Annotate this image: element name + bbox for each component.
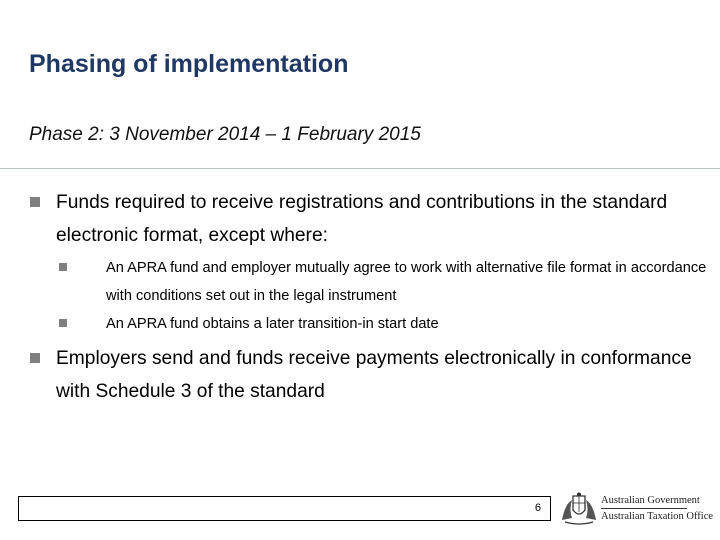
sub-bullet-item	[29, 254, 709, 310]
sub-bullet-item	[29, 310, 709, 338]
footer-bar	[18, 496, 551, 521]
sub-bullet-text: An APRA fund obtains a later transition-in start date	[106, 316, 439, 332]
bullet-text: Funds required to receive registrations and contributions in the standard electronic format, except where:	[56, 192, 668, 246]
slide-title: Phasing of implementation	[29, 50, 349, 78]
bullet-square-icon	[30, 197, 40, 207]
bullet-square-icon	[30, 353, 40, 363]
slide-subtitle: Phase 2: 3 November 2014 – 1 February 2015	[29, 124, 421, 145]
sub-bullet-text: An APRA fund and employer mutually agree to work with alternative file format in accordance with conditions set out in the legal instrument	[106, 260, 707, 304]
title-divider	[0, 168, 720, 169]
logo-line-1: Australian Government	[601, 495, 700, 506]
bullet-list	[29, 186, 709, 408]
bullet-item	[29, 342, 709, 408]
sub-bullet-square-icon	[59, 263, 67, 271]
coat-of-arms-icon	[559, 492, 599, 526]
logo-line-2: Australian Taxation Office	[601, 511, 714, 522]
bullet-text: Employers send and funds receive payments electronically in conformance with Schedule 3 of the standard	[56, 348, 692, 402]
government-logo	[559, 492, 714, 526]
page-number: 6	[534, 502, 541, 514]
sub-bullet-square-icon	[59, 319, 67, 327]
logo-rule	[601, 508, 687, 509]
bullet-item	[29, 186, 709, 252]
